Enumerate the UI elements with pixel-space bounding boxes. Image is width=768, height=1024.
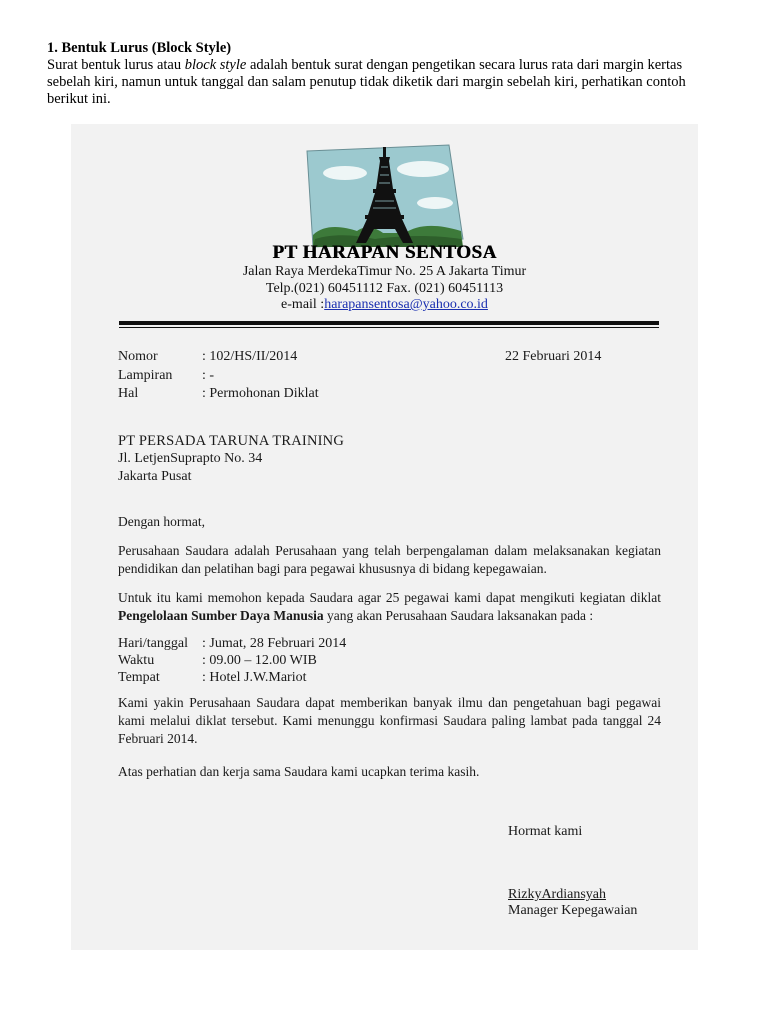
letterhead-divider-thin	[119, 327, 659, 328]
letterhead-divider-thick	[119, 321, 659, 325]
sample-letter	[71, 124, 698, 950]
email-label: e-mail :	[281, 297, 325, 312]
detail-value: : Jumat, 28 Februari 2014	[202, 636, 347, 651]
intro-text-start: Surat bentuk lurus atau	[47, 57, 185, 73]
eiffel-tower-logo-icon	[305, 143, 466, 251]
body-paragraph-1: Perusahaan Saudara adalah Perusahaan yang telah berpengalaman dalam melaksanakan kegiatan pendidikan dan pelatihan bagi para pegawai khususnya di bidang kepegawaian.	[118, 543, 661, 576]
lampiran-label: Lampiran	[118, 368, 173, 383]
section-heading: 1. Bentuk Lurus (Block Style)	[47, 40, 232, 56]
greeting: Dengan hormat,	[118, 514, 205, 529]
company-email-line	[71, 297, 698, 313]
intro-italic-term: block style	[184, 57, 247, 73]
recipient-company: PT PERSADA TARUNA TRAINING	[118, 433, 345, 449]
hal-label: Hal	[118, 386, 139, 401]
nomor-label: Nomor	[118, 349, 158, 364]
detail-label: Tempat	[118, 670, 160, 685]
signer-title: Manager Kepegawaian	[508, 903, 638, 918]
recipient-block	[118, 432, 344, 486]
company-phone: Telp.(021) 60451112 Fax. (021) 60451113	[265, 281, 504, 296]
intro-paragraph	[47, 57, 727, 108]
lampiran-value: : -	[202, 368, 215, 383]
intro-section	[47, 40, 727, 108]
detail-value: : Hotel J.W.Mariot	[202, 670, 307, 685]
body-paragraph-3: Kami yakin Perusahaan Saudara dapat memberikan banyak ilmu dan pengetahuan bagi pegawai kami melalui diklat tersebut. Kami menunggu konfirmasi Saudara paling lambat pada tanggal 24 Februari 2014.	[118, 695, 661, 746]
company-address: Jalan Raya MerdekaTimur No. 25 A Jakarta Timur	[242, 264, 527, 279]
body-paragraph-4: Atas perhatian dan kerja sama Saudara kami ucapkan terima kasih.	[118, 764, 480, 779]
detail-label: Hari/tanggal	[118, 636, 188, 651]
letter-date: 22 Februari 2014	[505, 349, 602, 364]
recipient-street: Jl. LetjenSuprapto No. 34	[118, 451, 263, 466]
company-name: PT HARAPAN SENTOSA	[272, 242, 497, 263]
nomor-value: : 102/HS/II/2014	[202, 349, 298, 364]
paragraph-2-end: yang akan Perusahaan Saudara laksanakan pada :	[323, 608, 594, 623]
detail-label: Waktu	[118, 653, 155, 668]
signature-block	[508, 887, 637, 919]
detail-value: : 09.00 – 12.00 WIB	[202, 653, 317, 668]
email-link[interactable]: harapansentosa@yahoo.co.id	[324, 297, 488, 312]
closing-salutation: Hormat kami	[508, 824, 583, 839]
intro-text-end: adalah bentuk surat dengan pengetikan secara lurus rata dari margin kertas sebelah kiri, namun untuk tanggal dan salam penutup tidak diketik dari margin sebelah kiri, perhatikan contoh berikut ini.	[47, 57, 686, 107]
recipient-city: Jakarta Pusat	[118, 469, 192, 484]
paragraph-2-start: Untuk itu kami memohon kepada Saudara agar 25 pegawai kami dapat mengikuti kegiatan diklat	[118, 590, 661, 605]
hal-value: : Permohonan Diklat	[202, 386, 319, 401]
training-title: Pengelolaan Sumber Daya Manusia	[118, 608, 324, 623]
signer-name: RizkyArdiansyah	[508, 887, 606, 902]
body-paragraph-2	[118, 589, 661, 625]
